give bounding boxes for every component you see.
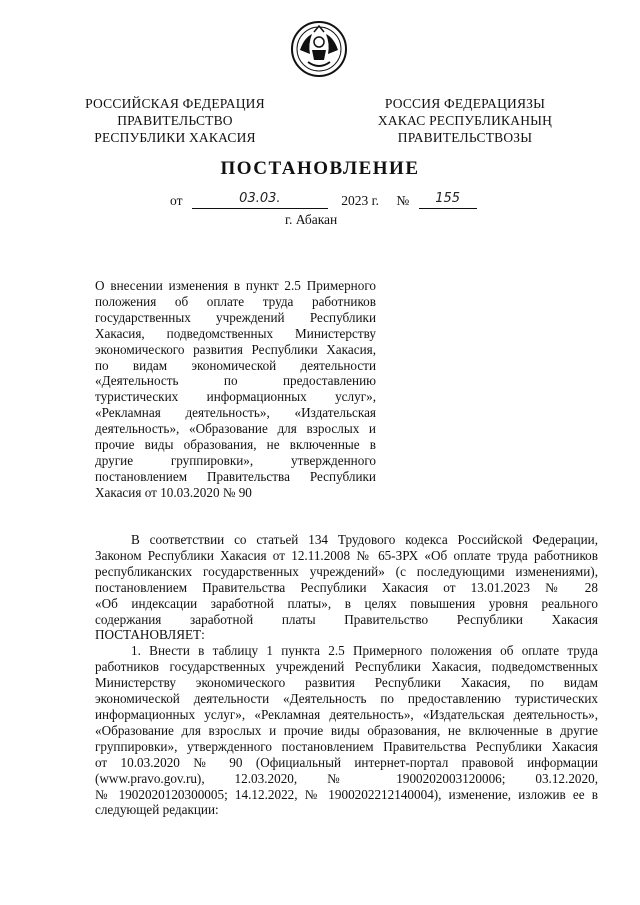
resolution-subject (95, 278, 376, 501)
body-line: содержания заработной платы Правительство Республики Хакасия (95, 611, 598, 627)
coat-of-arms-emblem (290, 20, 348, 78)
subject-line: экономического развития Республики Хакасия, (95, 341, 376, 357)
handwritten-date: 03.03. (192, 192, 328, 209)
subject-line: О внесении изменения в пункт 2.5 Примерного (95, 278, 376, 293)
body-line: № 1902020120300005; 14.12.2022, № 1900202212140004), изменение, изложив ее в (95, 786, 598, 802)
header-right-line: ХАКАС РЕСПУБЛИКАНЫҢ (377, 113, 553, 128)
handwritten-number: 155 (419, 192, 477, 209)
body-line: 1. Внести в таблицу 1 пункта 2.5 Примерного положения об оплате труда (131, 643, 598, 659)
subject-line: «Деятельность по предоставлению (95, 373, 376, 389)
body-line: следующей редакции: (95, 802, 219, 818)
subject-line: туристических информационных услуг», (95, 389, 376, 405)
subject-line: положения об оплате труда работников (95, 293, 376, 309)
body-line: (www.pravo.gov.ru), 12.03.2020, № 1900202003120006; 03.12.2020, (95, 770, 598, 786)
from-label: от (170, 193, 183, 208)
header-right-block (340, 95, 590, 146)
subject-line: деятельность», «Образование для взрослых и (95, 421, 376, 437)
body-line: от 10.03.2020 № 90 (Официальный интернет-портал правовой информации (95, 754, 598, 770)
header-left-line: РЕСПУБЛИКИ ХАКАСИЯ (94, 130, 256, 145)
body-line: информационных услуг», «Рекламная деятельность», «Издательская деятельность», (95, 706, 598, 722)
document-title: ПОСТАНОВЛЕНИЕ (220, 158, 420, 179)
body-line: «Об индексации заработной платы», в целях повышения уровня реального (95, 595, 598, 611)
subject-line: другие группировки», утвержденного (95, 452, 376, 468)
body-line: Министерству экономического развития Республики Хакасия, по видам (95, 675, 598, 691)
subject-line: постановлением Правительства Республики (95, 468, 376, 484)
body-line: экономической деятельности «Деятельность по предоставлению туристических (95, 691, 598, 707)
body-line-decree: ПОСТАНОВЛЯЕТ: (95, 627, 205, 643)
subject-line: государственных учреждений Республики (95, 309, 376, 325)
header-right-line: ПРАВИТЕЛЬСТВОЗЫ (397, 130, 533, 145)
subject-line: по видам экономической деятельности (95, 357, 376, 373)
subject-line: прочие виды образования, не включенные в (95, 437, 376, 453)
number-label: № (396, 193, 410, 208)
year-label: 2023 г. (341, 193, 379, 208)
header-left-block (50, 95, 300, 146)
city-label: г. Абакан (285, 212, 338, 227)
resolution-body (95, 532, 598, 818)
body-line: группировки», утвержденного постановлением Правительства Республики Хакасия (95, 738, 598, 754)
khakassia-coat-of-arms-icon (290, 20, 348, 78)
header-right-line: РОССИЯ ФЕДЕРАЦИЯЗЫ (384, 96, 546, 111)
body-line: работников государственных учреждений Республики Хакасия, подведомственных (95, 659, 598, 675)
date-number-line (170, 192, 477, 209)
header-left-line: ПРАВИТЕЛЬСТВО (117, 113, 233, 128)
body-line: В соответствии со статьей 134 Трудового кодекса Российской Федерации, (131, 532, 598, 547)
header-left-line: РОССИЙСКАЯ ФЕДЕРАЦИЯ (85, 96, 265, 111)
body-line: республиканских государственных учреждений» (с последующими изменениями), (95, 563, 598, 579)
subject-line: Хакасия, подведомственных Министерству (95, 325, 376, 341)
body-line: Законом Республики Хакасия от 12.11.2008 № 65-ЗРХ «Об оплате труда работников (95, 547, 598, 563)
subject-line: Хакасия от 10.03.2020 № 90 (95, 484, 252, 500)
body-line: постановлением Правительства Республики Хакасия от 13.01.2023 № 28 (95, 579, 598, 595)
body-line: «Образование для взрослых и прочие виды образования, не включенные в другие (95, 722, 598, 738)
subject-line: «Рекламная деятельность», «Издательская (95, 405, 376, 421)
